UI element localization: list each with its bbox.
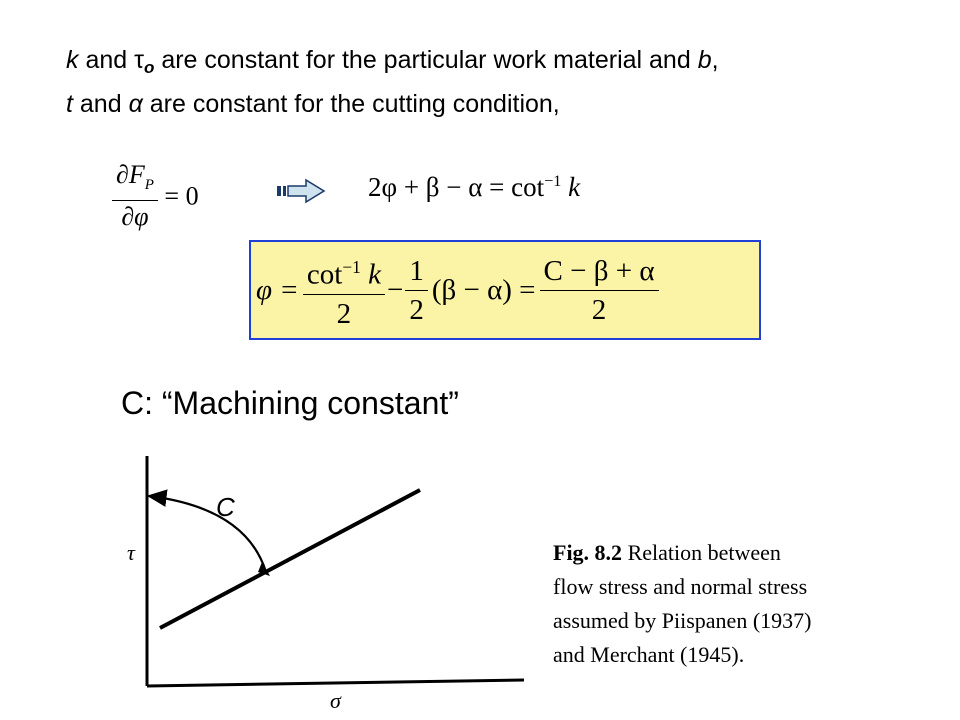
var-b: b <box>697 46 712 74</box>
fraction-half <box>405 252 428 329</box>
caption-line-3: assumed by Piispanen (1937) <box>553 608 812 633</box>
figure-caption <box>553 536 913 672</box>
var-k: k <box>66 46 79 74</box>
caption-line-4: and Merchant (1945). <box>553 642 745 667</box>
fraction-half-den: 2 <box>409 293 424 326</box>
intro-seg-3: , <box>711 46 719 74</box>
cot-text: cot <box>306 258 343 291</box>
x-axis <box>147 680 524 686</box>
fraction-cot-num <box>303 248 385 294</box>
sigma-axis-label: σ <box>330 688 341 713</box>
condition-equation <box>368 172 580 203</box>
machining-constant-label: C: “Machining constant” <box>121 385 459 421</box>
c-angle-label: C <box>216 492 235 522</box>
intro-seg-2: are constant for the particular work material and <box>154 46 698 74</box>
fraction-c-num: C − β + α <box>543 254 655 287</box>
fraction-cot <box>303 248 385 333</box>
cot-sup: −1 <box>342 257 361 277</box>
intro-seg-4: and <box>72 90 129 118</box>
condition-text: 2φ + β − α = cot <box>368 172 545 202</box>
angle-c-arc <box>149 496 266 572</box>
paren-term: (β − α) = <box>431 273 536 306</box>
derivative-num-sub: P <box>144 177 154 194</box>
cot-k: k <box>360 258 381 291</box>
tau-axis-label: τ <box>127 540 135 565</box>
var-t: t <box>66 90 73 118</box>
intro-line-2 <box>66 86 946 122</box>
stress-diagram <box>127 450 530 713</box>
flow-stress-line <box>160 490 420 628</box>
derivative-num-text: ∂F <box>116 160 145 189</box>
tau-subscript: o <box>143 58 155 77</box>
fraction-half-num: 1 <box>409 254 424 287</box>
derivative-denominator <box>117 201 152 233</box>
derivative-fraction <box>112 160 158 233</box>
fraction-c-den: 2 <box>591 293 607 326</box>
minus-sign: − <box>386 273 404 306</box>
derivative-rhs: = 0 <box>164 181 199 211</box>
shear-angle-equation <box>256 248 659 333</box>
fraction-c <box>540 252 659 329</box>
derivative-numerator <box>112 160 158 200</box>
intro-seg-5: are constant for the cutting condition, <box>142 90 560 118</box>
condition-sup: −1 <box>544 172 562 190</box>
implies-arrow-icon <box>276 178 328 204</box>
derivative-equation <box>112 160 199 233</box>
intro-seg-1: and τ <box>78 46 144 74</box>
condition-k: k <box>561 172 581 202</box>
caption-fig-label: Fig. 8.2 <box>553 540 623 565</box>
intro-text <box>66 42 946 122</box>
var-alpha: α <box>128 90 143 118</box>
intro-line-1 <box>66 42 946 86</box>
caption-line-1 <box>553 536 913 570</box>
derivative-den-text: ∂φ <box>121 202 149 232</box>
caption-text-1: Relation between <box>622 540 781 565</box>
phi-lhs: φ = <box>256 273 299 306</box>
caption-line-2: flow stress and normal stress <box>553 574 808 599</box>
fraction-cot-den: 2 <box>336 297 352 330</box>
